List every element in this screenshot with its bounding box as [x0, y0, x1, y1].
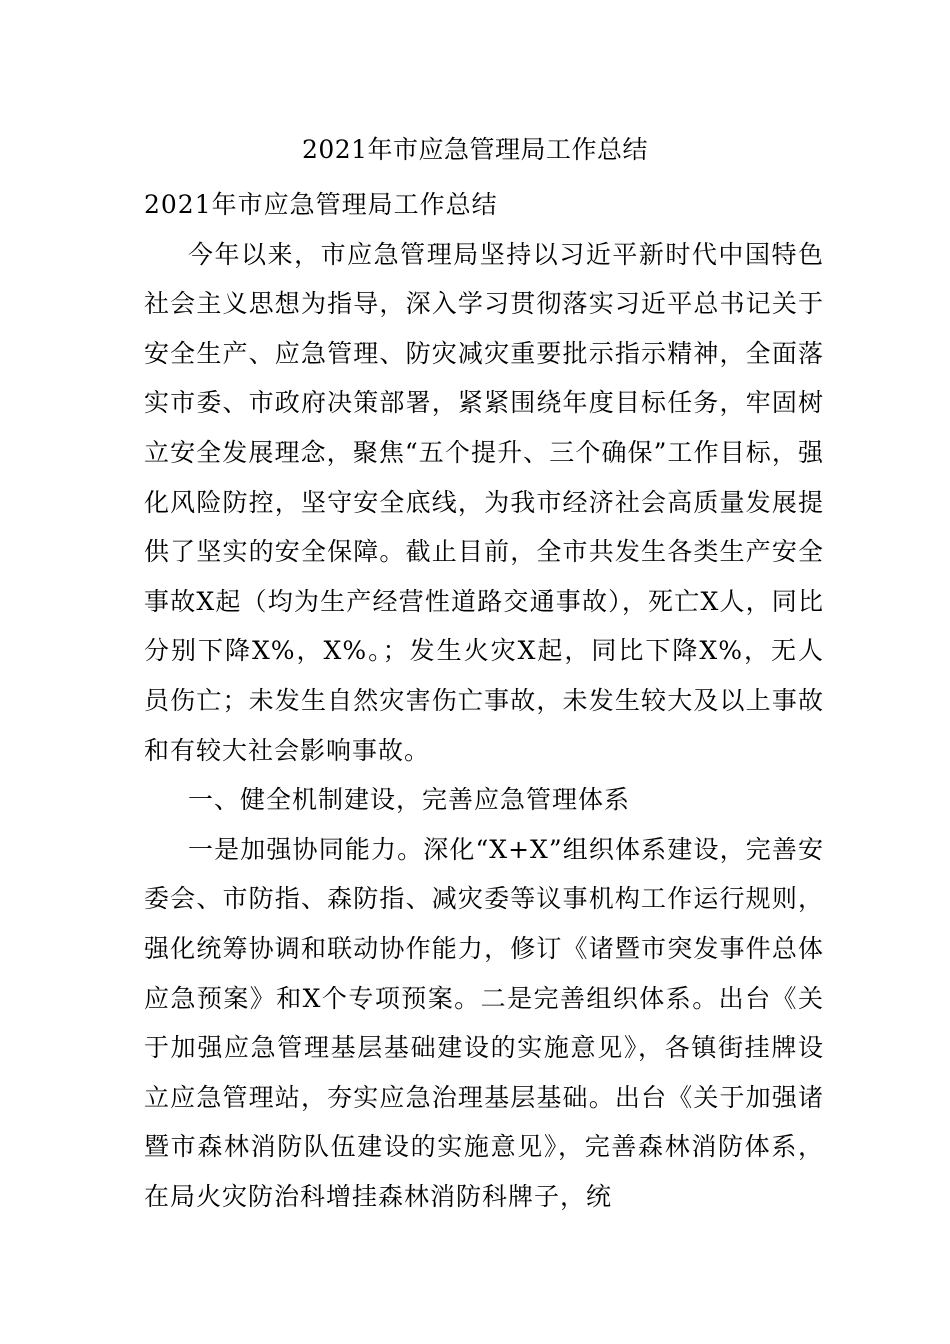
- section-heading: 一、健全机制建设，完善应急管理体系: [188, 785, 631, 815]
- document-subtitle: 2021年市应急管理局工作总结: [144, 190, 498, 219]
- body-paragraph: 一是加强协同能力。深化“X+X”组织体系建设，完善安委会、市防指、森防指、减灾委等议事机构工作运行规则，强化统筹协调和联动协作能力，修订《诸暨市突发事件总体应急预案》和X个专项预案。二是完善组织体系。出台《关于加强应急管理基层基础建设的实施意见》，各镇街挂牌设立应急管理站，夯实应急治理基层基础。出台《关于加强诸暨市森林消防队伍建设的实施意见》，完善森林消防体系，在局火灾防治科增挂森林消防科牌子，统: [144, 834, 824, 1211]
- document-body: [144, 180, 824, 1221]
- intro-paragraph: 今年以来，市应急管理局坚持以习近平新时代中国特色社会主义思想为指导，深入学习贯彻落实习近平总书记关于安全生产、应急管理、防灾减灾重要批示指示精神，全面落实市委、市政府决策部署，紧紧围绕年度目标任务，牢固树立安全发展理念，聚焦“五个提升、三个确保”工作目标，强化风险防控，坚守安全底线，为我市经济社会高质量发展提供了坚实的安全保障。截止目前，全市共发生各类生产安全事故X起（均为生产经营性道路交通事故），死亡X人，同比分别下降X%，X%。；发生火灾X起，同比下降X%，无人员伤亡；未发生自然灾害伤亡事故，未发生较大及以上事故和有较大社会影响事故。: [144, 239, 824, 765]
- document-title: 2021年市应急管理局工作总结: [301, 135, 649, 164]
